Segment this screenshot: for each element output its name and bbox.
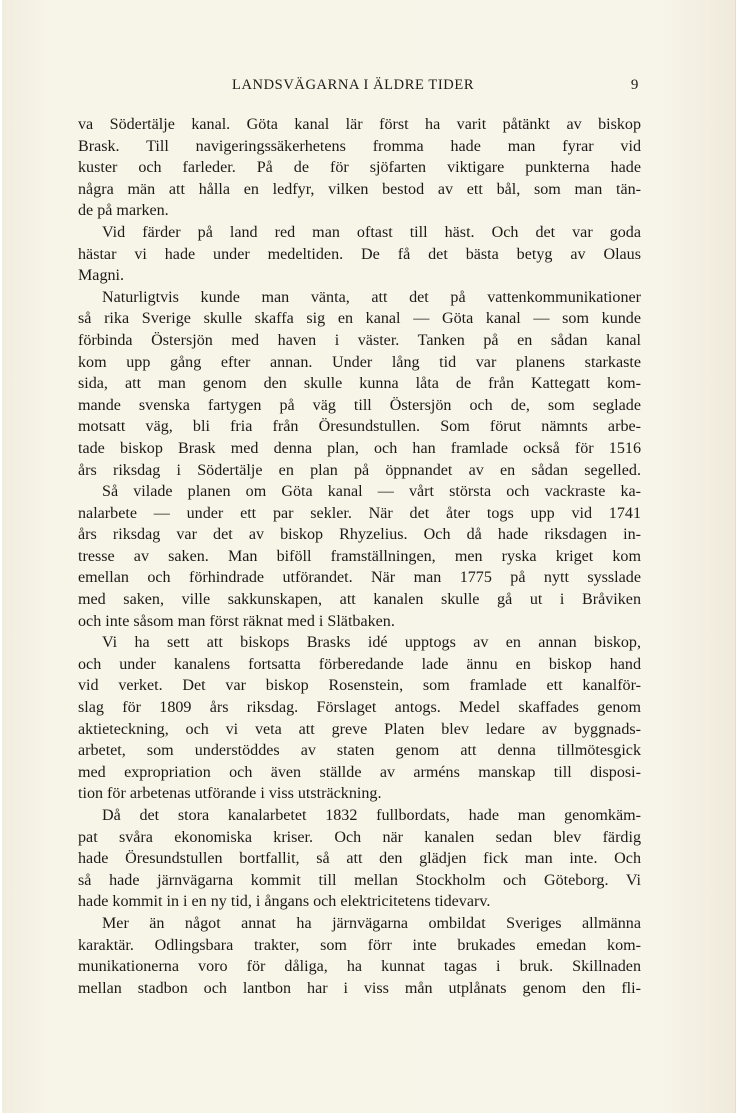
text-line: års riksdag i Södertälje en plan på öppnandet av en sådan segelled. [78, 461, 641, 479]
text-line: med saken, ville sakkunskapen, att kanalen skulle gå ut i Bråviken [78, 591, 641, 609]
text-line: förbinda Östersjön med haven i väster. Tanken på en sådan kanal [78, 331, 641, 349]
text-line: sida, att man genom den skulle kunna låta de från Kattegatt kom- [78, 375, 641, 393]
text-line: emellan och förhindrade utförandet. När man 1775 på nytt sysslade [78, 569, 641, 587]
text-line: slag för 1809 års riksdag. Förslaget antogs. Medel skaffades genom [78, 699, 641, 717]
text-line: hästar vi hade under medeltiden. De få det bästa betyg av Olaus [78, 245, 641, 263]
text-line: kom upp gång efter annan. Under lång tid var planens starkaste [78, 353, 641, 371]
text-line: arbetet, som understöddes av staten genom att denna tillmötesgick [78, 742, 641, 760]
text-line: nalarbete — under ett par sekler. När det åter togs upp vid 1741 [78, 504, 641, 522]
text-line: Mer än något annat ha järnvägarna ombildat Sveriges allmänna [102, 914, 641, 932]
text-line: va Södertälje kanal. Göta kanal lär först ha varit påtänkt av biskop [78, 116, 641, 133]
text-line: Vi ha sett att biskops Brasks idé upptogs av en annan biskop, [102, 634, 641, 652]
running-title: LANDSVÄGARNA I ÄLDRE TIDER [232, 77, 475, 93]
text-line: de på marken. [78, 202, 169, 220]
text-line: och inte såsom man först räknat med i Slätbaken. [78, 612, 395, 630]
text-line: motsatt väg, bli fria från Öresundstullen. Som förut nämnts arbe- [78, 418, 641, 436]
text-line: Då det stora kanalarbetet 1832 fullbordats, hade man genomkäm- [102, 807, 641, 824]
text-line: några män att hålla en ledfyr, vilken bestod av ett bål, som man tän- [78, 180, 641, 198]
body-text [78, 114, 641, 999]
text-line: Så vilade planen om Göta kanal — vårt största och vackraste ka- [102, 483, 641, 501]
text-line: Brask. Till navigeringssäkerhetens fromma hade man fyrar vid [78, 137, 641, 155]
text-line: Magni. [78, 267, 125, 285]
text-line: så rika Sverige skulle skaffa sig en kanal — Göta kanal — som kunde [78, 310, 641, 328]
page-number: 9 [630, 77, 639, 93]
text-line: hade Öresundstullen bortfallit, så att den glädjen fick man inte. Och [78, 850, 641, 868]
text-line: Naturligtvis kunde man vänta, att det på vattenkommunikationer [102, 288, 641, 306]
text-line: kuster och farleder. På de för sjöfarten viktigare punkterna hade [78, 159, 641, 177]
text-line: vid verket. Det var biskop Rosenstein, som framlade ett kanalför- [78, 677, 641, 695]
text-line: tade biskop Brask med denna plan, och han framlade också för 1516 [78, 439, 641, 457]
text-line: tresse av saken. Man biföll framställningen, men ryska kriget kom [78, 547, 641, 565]
text-line: munikationerna voro för dåliga, ha kunnat tagas i bruk. Skillnaden [78, 958, 641, 976]
text-line: mande svenska fartygen på väg till Östersjön och de, som seglade [78, 396, 641, 414]
text-line: aktieteckning, och vi veta att greve Platen blev ledare av byggnads- [78, 720, 641, 738]
text-line: års riksdag var det av biskop Rhyzelius. Och då hade riksdagen in- [78, 526, 641, 544]
text-line: pat svåra ekonomiska kriser. Och när kanalen sedan blev färdig [78, 828, 641, 846]
book-page [2, 0, 736, 1113]
text-line: mellan stadbon och lantbon har i viss mån utplånats genom den fli- [78, 979, 641, 997]
text-line: tion för arbetenas utförande i viss utsträckning. [78, 785, 382, 803]
page-header [102, 77, 639, 99]
text-line: och under kanalens fortsatta förberedande lade ännu en biskop hand [78, 655, 641, 673]
text-line: Vid färder på land red man oftast till häst. Och det var goda [102, 223, 641, 241]
text-line: hade kommit in i en ny tid, i ångans och elektricitetens tidevarv. [78, 893, 491, 911]
text-line: karaktär. Odlingsbara trakter, som förr inte brukades emedan kom- [78, 936, 641, 954]
text-line: med expropriation och även ställde av arméns manskap till disposi- [78, 763, 641, 781]
text-line: så hade järnvägarna kommit till mellan Stockholm och Göteborg. Vi [78, 871, 641, 889]
